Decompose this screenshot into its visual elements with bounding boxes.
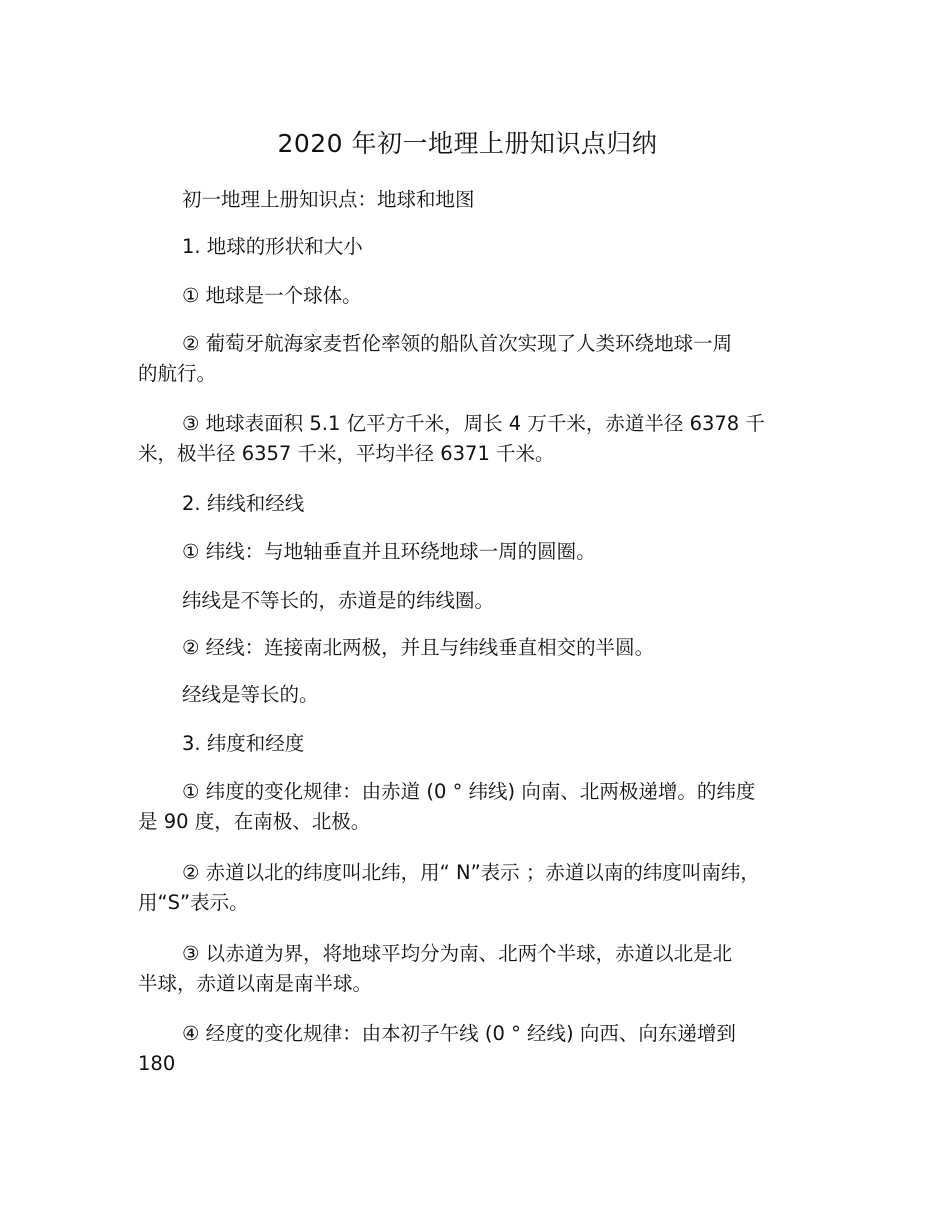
paragraph-14: [138, 939, 818, 999]
paragraph-line: 2. 纬线和经线: [182, 492, 305, 515]
paragraph-7: [138, 537, 818, 567]
paragraph-6: [138, 489, 818, 519]
paragraph-line: ③ 以赤道为界，将地球平均分为南、北两个半球，赤道以北是北: [182, 942, 733, 965]
paragraph-line: 3. 纬度和经度: [182, 732, 305, 755]
paragraph-10: [138, 680, 818, 710]
paragraph-1: [138, 185, 818, 215]
paragraph-line: ① 纬度的变化规律：由赤道 (0 ° 纬线) 向南、北两极递增。的纬度: [182, 780, 756, 803]
paragraph-line: ① 地球是一个球体。: [182, 284, 362, 307]
paragraph-line: 1. 地球的形状和大小: [182, 235, 363, 258]
paragraph-line: ② 赤道以北的纬度叫北纬，用“ N”表示 ；赤道以南的纬度叫南纬，: [182, 861, 760, 884]
document-title: 2020 年初一地理上册知识点归纳: [277, 129, 658, 158]
paragraph-5: [138, 409, 818, 469]
paragraph-11: [138, 729, 818, 759]
paragraph-line: ④ 经度的变化规律：由本初子午线 (0 ° 经线) 向西、向东递增到: [182, 1022, 736, 1045]
paragraph-9: [138, 633, 818, 663]
paragraph-line: ② 经线：连接南北两极，并且与纬线垂直相交的半圆。: [182, 636, 655, 659]
paragraph-12: [138, 777, 818, 837]
paragraph-line: 是 90 度，在南极、北极。: [138, 810, 371, 833]
paragraph-8: [138, 586, 818, 616]
paragraph-line: ① 纬线：与地轴垂直并且环绕地球一周的圆圈。: [182, 540, 596, 563]
paragraph-line: 米，极半径 6357 千米，平均半径 6371 千米。: [138, 442, 555, 465]
paragraph-line: 用“S”表示。: [138, 891, 249, 914]
paragraph-3: [138, 281, 818, 311]
paragraph-line: 初一地理上册知识点：地球和地图: [182, 188, 475, 211]
paragraph-4: [138, 329, 818, 389]
paragraph-13: [138, 858, 818, 918]
paragraph-line: 的航行。: [138, 362, 217, 385]
paragraph-line: 180: [138, 1052, 176, 1075]
paragraph-line: 经线是等长的。: [182, 683, 319, 706]
paragraph-line: ② 葡萄牙航海家麦哲伦率领的船队首次实现了人类环绕地球一周: [182, 332, 733, 355]
paragraph-2: [138, 232, 818, 262]
paragraph-line: ③ 地球表面积 5.1 亿平方千米，周长 4 万千米，赤道半径 6378 千: [182, 412, 765, 435]
paragraph-line: 纬线是不等长的，赤道是的纬线圈。: [182, 589, 495, 612]
paragraph-15: [138, 1019, 818, 1079]
paragraph-line: 半球，赤道以南是南半球。: [138, 972, 373, 995]
